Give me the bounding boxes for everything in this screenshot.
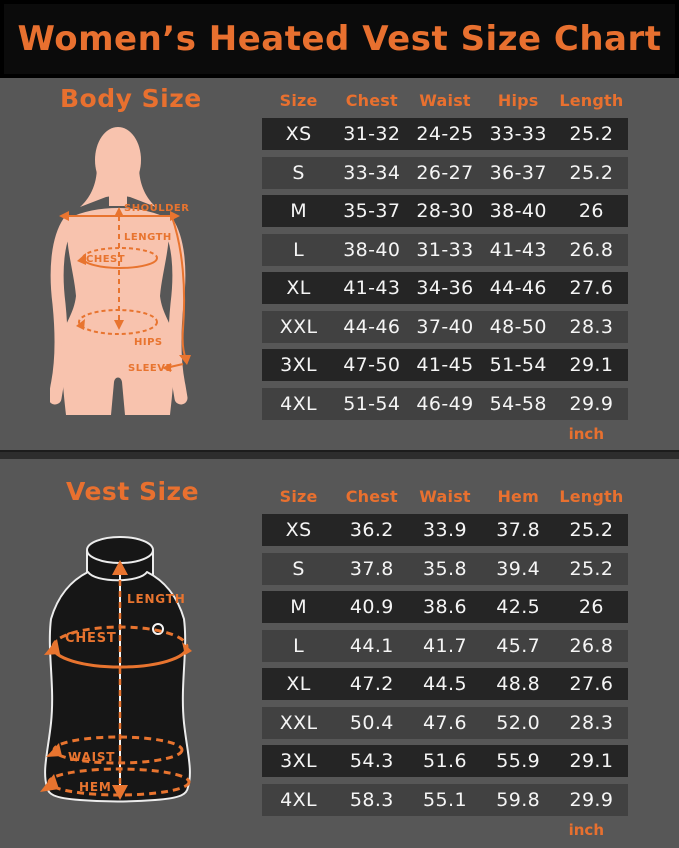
- chest-label: CHEST: [86, 254, 126, 265]
- column-header: Length: [559, 486, 624, 506]
- column-header: Chest: [345, 90, 398, 110]
- value-cell: 31-32: [343, 123, 401, 145]
- table-row: [262, 311, 628, 343]
- size-cell: M: [290, 596, 307, 618]
- length-label: LENGTH: [127, 592, 186, 606]
- value-cell: 51-54: [489, 354, 547, 376]
- title-bar: [0, 0, 679, 78]
- size-cell: XS: [285, 123, 312, 145]
- table-row: [262, 668, 628, 700]
- table-row: [262, 745, 628, 777]
- value-cell: 41-45: [416, 354, 474, 376]
- table-row: [262, 388, 628, 420]
- unit-label: inch: [568, 820, 604, 839]
- column-header: Chest: [345, 486, 398, 506]
- value-cell: 55.9: [496, 750, 541, 772]
- size-cell: S: [292, 557, 305, 580]
- size-cell: XS: [285, 519, 312, 541]
- column-header: Size: [279, 486, 318, 506]
- size-cell: 4XL: [280, 788, 318, 811]
- value-cell: 37-40: [416, 315, 474, 338]
- value-cell: 35.8: [423, 557, 467, 580]
- value-cell: 33-34: [343, 161, 401, 184]
- value-cell: 27.6: [569, 673, 614, 695]
- value-cell: 29.9: [569, 788, 614, 811]
- table-row: [262, 784, 628, 816]
- value-cell: 40.9: [349, 596, 394, 618]
- value-cell: 34-36: [416, 277, 474, 299]
- hips-label: HIPS: [134, 337, 163, 348]
- table-row: [262, 553, 628, 585]
- size-cell: XL: [286, 277, 311, 299]
- value-cell: 41-43: [489, 238, 547, 261]
- value-cell: 28.3: [569, 315, 614, 338]
- table-row: [262, 234, 628, 266]
- size-cell: XL: [286, 673, 311, 695]
- table-row: [262, 157, 628, 189]
- value-cell: 51-54: [343, 392, 401, 415]
- value-cell: 35-37: [343, 200, 401, 222]
- column-header: Length: [559, 90, 624, 110]
- value-cell: 41-43: [343, 277, 401, 299]
- value-cell: 55.1: [423, 788, 467, 811]
- vest-size-heading: Vest Size: [66, 477, 200, 506]
- value-cell: 25.2: [569, 123, 614, 145]
- value-cell: 25.2: [569, 519, 614, 541]
- size-cell: M: [290, 200, 307, 222]
- value-cell: 38.6: [423, 596, 467, 618]
- table-row: [262, 118, 628, 150]
- size-cell: XXL: [279, 711, 318, 734]
- body-size-table: [262, 86, 628, 443]
- page-title: Women’s Heated Vest Size Chart: [17, 19, 662, 59]
- value-cell: 36-37: [489, 161, 547, 184]
- hem-label: HEM: [79, 780, 112, 794]
- value-cell: 38-40: [489, 200, 547, 222]
- value-cell: 47.2: [349, 673, 394, 695]
- value-cell: 31-33: [416, 238, 474, 261]
- table-row: [262, 272, 628, 304]
- value-cell: 47.6: [423, 711, 467, 734]
- chest-label: CHEST: [65, 631, 117, 646]
- table-row: [262, 707, 628, 739]
- vest-measurement-diagram: [35, 523, 200, 808]
- value-cell: 45.7: [496, 634, 541, 657]
- value-cell: 44.5: [423, 673, 467, 695]
- length-label: LENGTH: [124, 232, 172, 243]
- body-size-heading: Body Size: [60, 84, 202, 113]
- table-row: [262, 514, 628, 546]
- value-cell: 47-50: [343, 354, 401, 376]
- value-cell: 50.4: [349, 711, 394, 734]
- table-row: [262, 195, 628, 227]
- waist-label: WAIST: [68, 750, 116, 764]
- value-cell: 28.3: [569, 711, 614, 734]
- value-cell: 41.7: [423, 634, 467, 657]
- size-cell: 3XL: [280, 750, 318, 772]
- vest-table-header: [262, 482, 628, 510]
- value-cell: 38-40: [343, 238, 401, 261]
- column-header: Hem: [497, 486, 539, 506]
- size-cell: XXL: [279, 315, 318, 338]
- vest-body-shape: [45, 572, 190, 802]
- size-cell: L: [293, 238, 305, 261]
- value-cell: 37.8: [349, 557, 394, 580]
- value-cell: 37.8: [496, 519, 541, 541]
- shoulder-label: SHOULDER: [124, 203, 190, 214]
- value-cell: 24-25: [416, 123, 474, 145]
- value-cell: 44-46: [343, 315, 401, 338]
- value-cell: 46-49: [416, 392, 474, 415]
- value-cell: 29.9: [569, 392, 614, 415]
- value-cell: 26: [578, 200, 604, 222]
- column-header: Waist: [419, 90, 471, 110]
- value-cell: 33.9: [423, 519, 467, 541]
- value-cell: 29.1: [569, 750, 614, 772]
- value-cell: 36.2: [349, 519, 394, 541]
- value-cell: 26.8: [569, 238, 614, 261]
- size-cell: 4XL: [280, 392, 318, 415]
- value-cell: 33-33: [489, 123, 547, 145]
- column-header: Hips: [497, 90, 539, 110]
- value-cell: 26-27: [416, 161, 474, 184]
- collar-top-shape: [87, 537, 153, 563]
- value-cell: 48-50: [489, 315, 547, 338]
- section-divider: [0, 450, 679, 459]
- body-measurement-diagram: [50, 124, 195, 419]
- vest-graphic: [45, 537, 190, 802]
- value-cell: 44-46: [489, 277, 547, 299]
- value-cell: 27.6: [569, 277, 614, 299]
- value-cell: 44.1: [349, 634, 394, 657]
- value-cell: 48.8: [496, 673, 541, 695]
- table-row: [262, 591, 628, 623]
- vest-table-rows: [262, 514, 628, 816]
- table-row: [262, 349, 628, 381]
- sleeve-label: SLEEVE: [128, 363, 173, 374]
- value-cell: 28-30: [416, 200, 474, 222]
- body-table-rows: [262, 118, 628, 420]
- value-cell: 54-58: [489, 392, 547, 415]
- column-header: Size: [279, 90, 318, 110]
- value-cell: 59.8: [496, 788, 541, 811]
- value-cell: 26.8: [569, 634, 614, 657]
- value-cell: 52.0: [496, 711, 541, 734]
- value-cell: 25.2: [569, 557, 614, 580]
- value-cell: 26: [578, 596, 604, 618]
- body-table-header: [262, 86, 628, 114]
- value-cell: 39.4: [496, 557, 541, 580]
- value-cell: 25.2: [569, 161, 614, 184]
- value-cell: 54.3: [349, 750, 394, 772]
- value-cell: 58.3: [349, 788, 394, 811]
- size-cell: L: [293, 634, 305, 657]
- value-cell: 29.1: [569, 354, 614, 376]
- column-header: Waist: [419, 486, 471, 506]
- size-cell: S: [292, 161, 305, 184]
- value-cell: 51.6: [423, 750, 467, 772]
- unit-label: inch: [568, 424, 604, 443]
- size-cell: 3XL: [280, 354, 318, 376]
- value-cell: 42.5: [496, 596, 541, 618]
- table-row: [262, 630, 628, 662]
- vest-size-table: [262, 482, 628, 839]
